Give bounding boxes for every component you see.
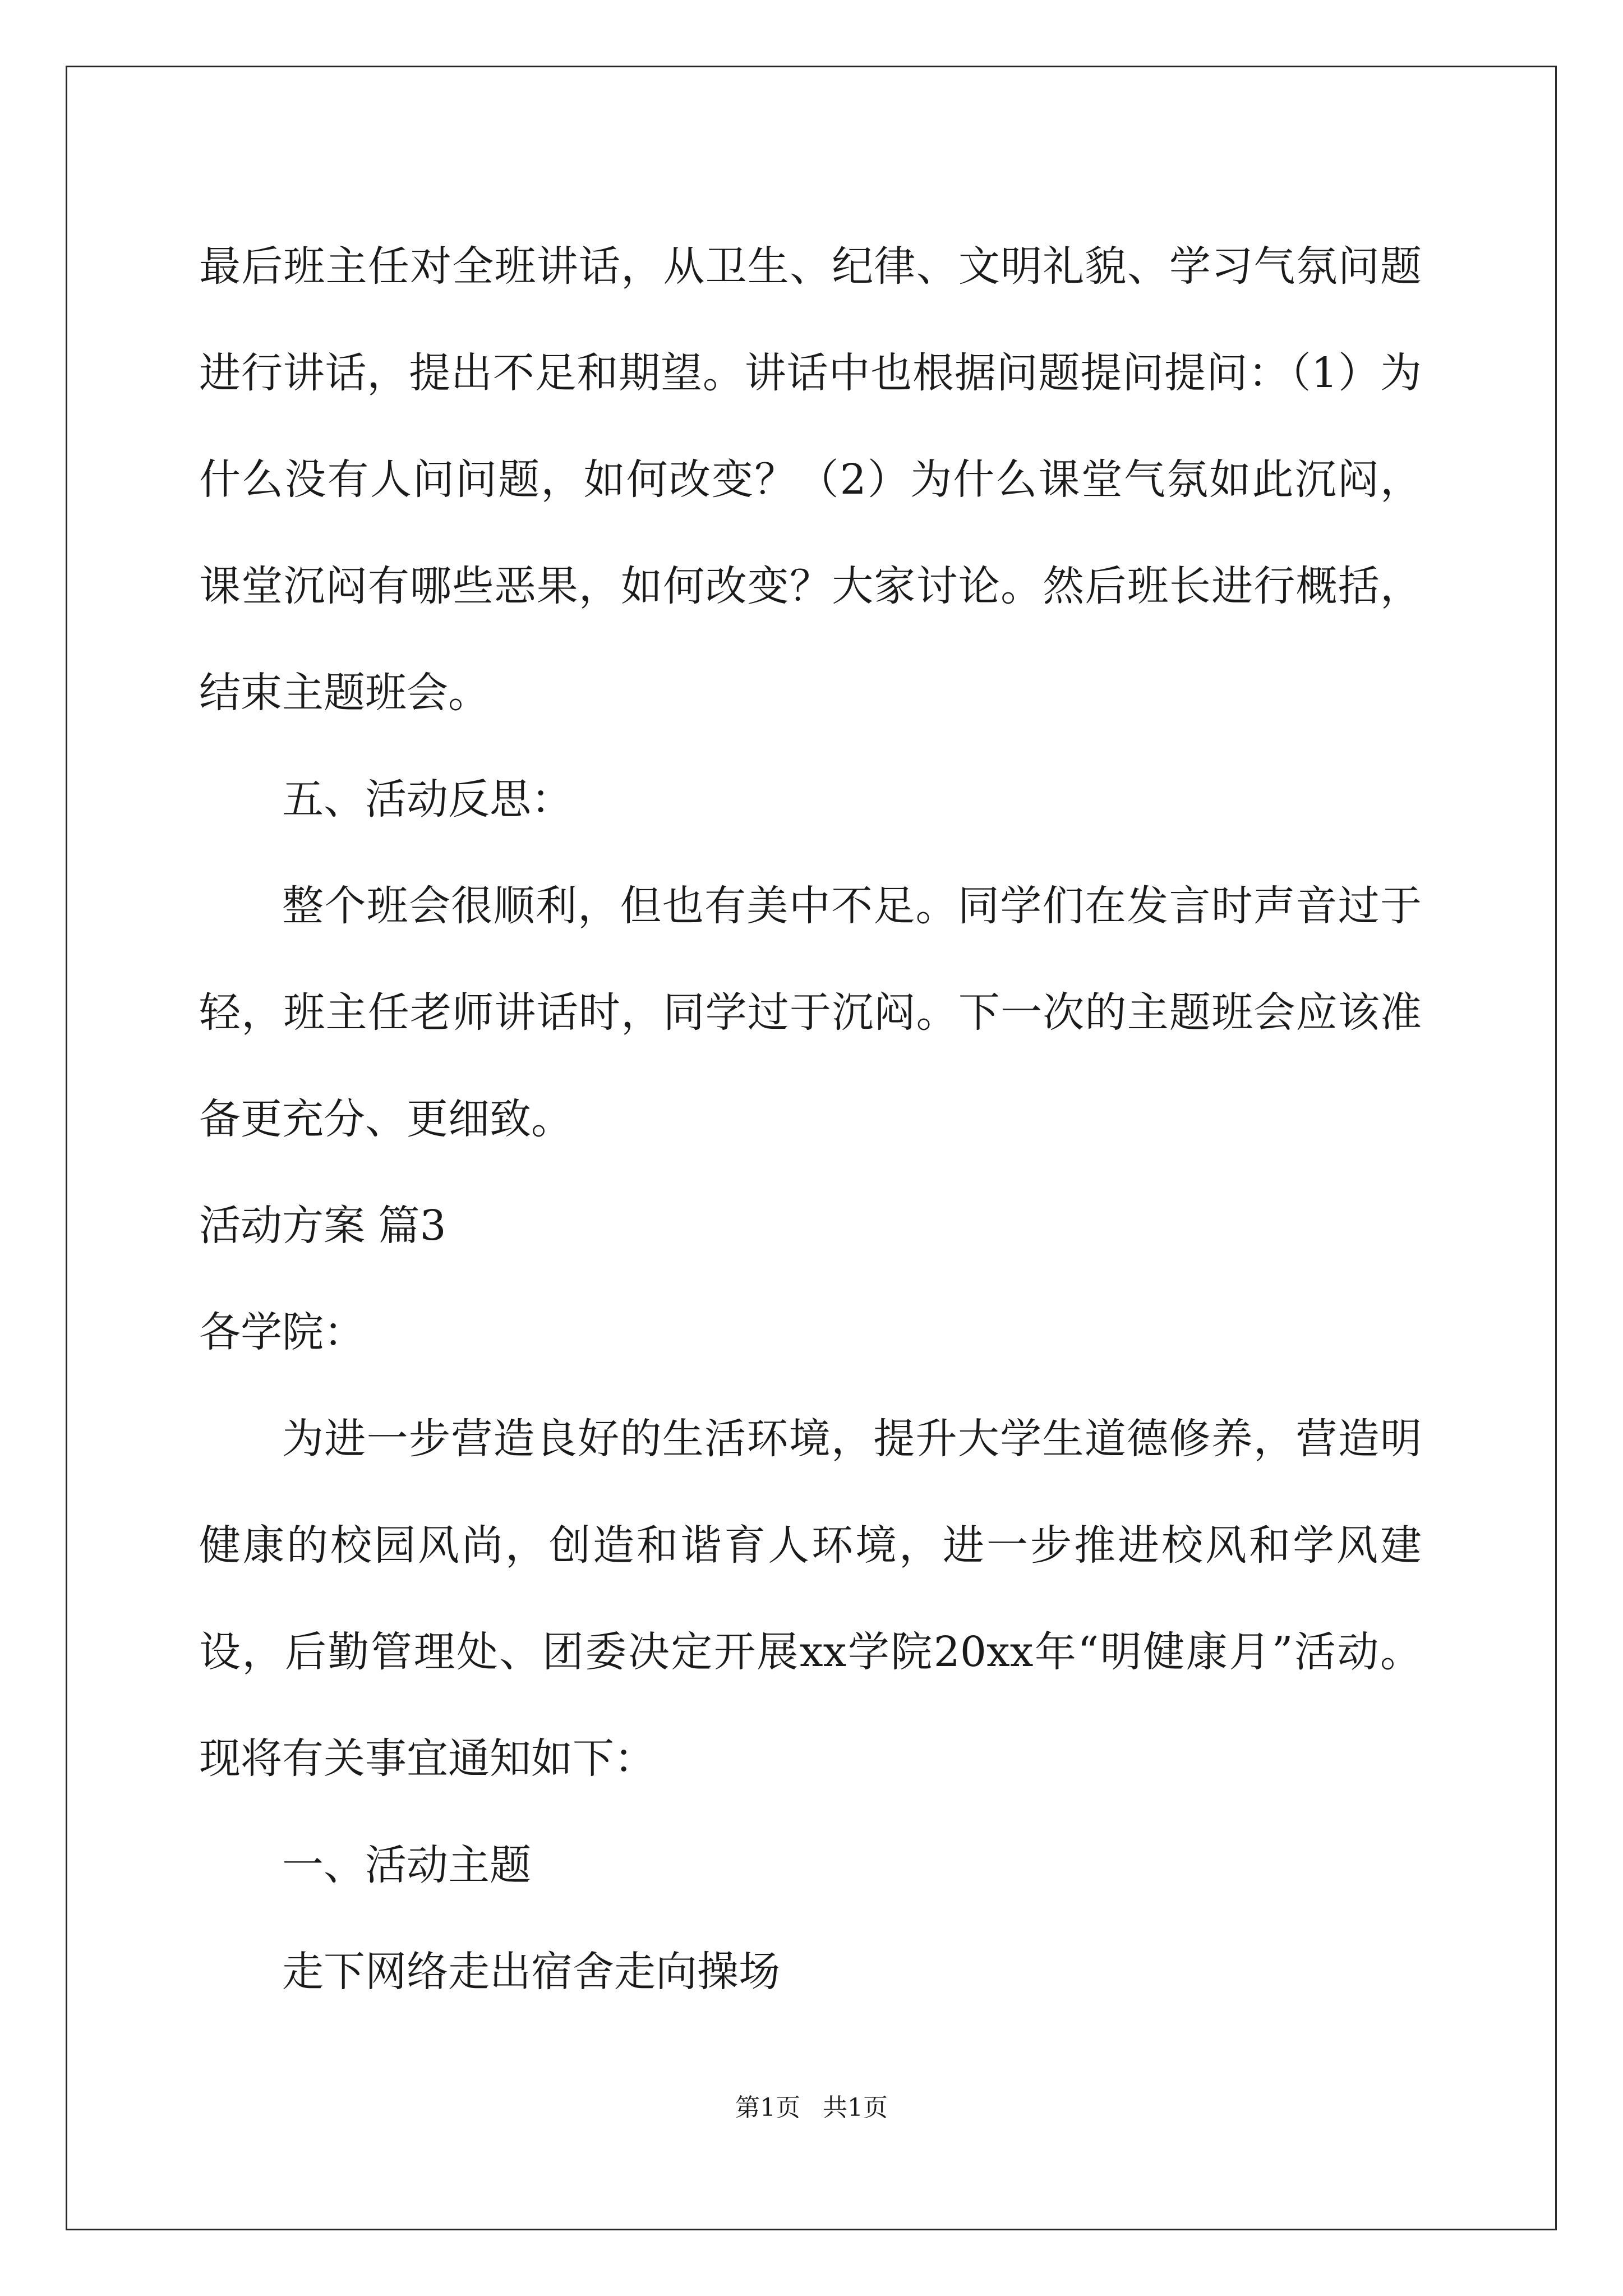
page-footer	[0, 2091, 1623, 2125]
paragraph-class-meeting-summary: 最后班主任对全班讲话，从卫生、纪律、文明礼貌、学习气氛问题进行讲话，提出不足和期望。讲话中也根据问题提问提问：（1）为什么没有人问问题，如何改变？（2）为什么课堂气氛如此沉闷，课堂沉闷有哪些恶果，如何改变？大家讨论。然后班长进行概括，结束主题班会。	[199, 242, 1422, 717]
paragraph-notice-intro: 为进一步营造良好的生活环境，提升大学生道德修养，营造明健康的校园风尚，创造和谐育人环境，进一步推进校风和学风建设，后勤管理处、团委决定开展xx学院20xx年“明健康月”活动。现将有关事宜通知如下：	[199, 1415, 1422, 1783]
section-title-plan-3: 活动方案 篇3	[199, 1202, 446, 1250]
page-total: 共1页	[823, 2093, 888, 2122]
page-number: 第1页	[735, 2093, 800, 2122]
heading-activity-reflection: 五、活动反思：	[282, 775, 573, 823]
salutation: 各学院：	[199, 1308, 365, 1356]
document-body	[199, 213, 1422, 2025]
heading-activity-theme: 一、活动主题	[282, 1841, 531, 1889]
paragraph-theme-slogan: 走下网络走出宿舍走向操场	[282, 1948, 780, 1996]
paragraph-reflection: 整个班会很顺利，但也有美中不足。同学们在发言时声音过于轻，班主任老师讲话时，同学过于沉闷。下一次的主题班会应该准备更充分、更细致。	[199, 882, 1422, 1143]
